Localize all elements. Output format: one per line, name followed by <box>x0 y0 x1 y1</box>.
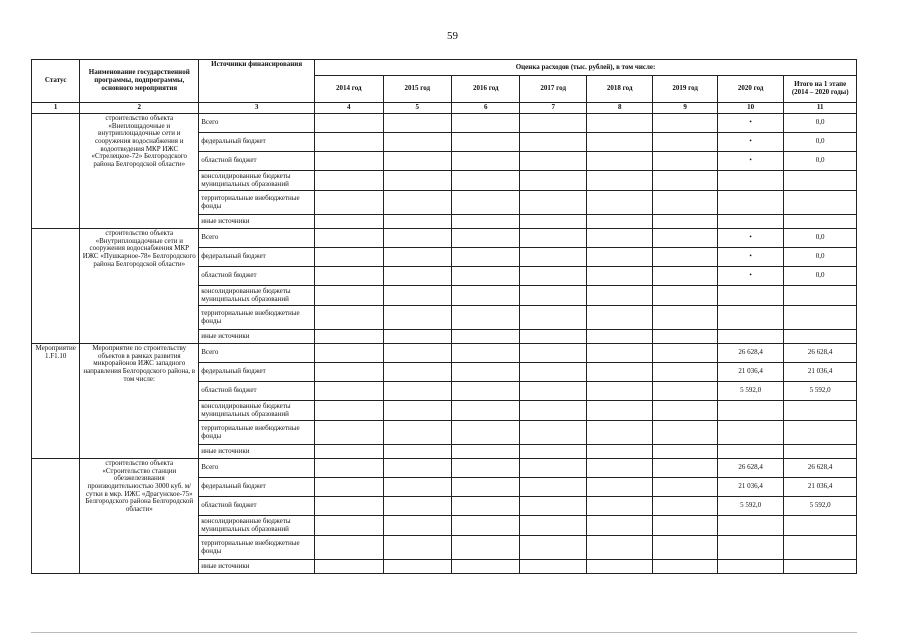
empty-year-cell <box>452 401 520 421</box>
column-number: 10 <box>717 103 783 114</box>
empty-year-cell <box>653 286 717 306</box>
header-year: 2015 год <box>383 76 451 103</box>
measure-name-cell: строительство объекта «Внеплощадочные и внутриплощадочные сети и сооружения водоснабжения и водоотведения МКР ИЖС «Стрелецкое-72» Белгородского района Белгородской области» <box>80 114 199 229</box>
value-2020-cell: 21 036,4 <box>717 478 783 497</box>
empty-year-cell <box>653 171 717 191</box>
empty-year-cell <box>315 459 383 478</box>
empty-year-cell <box>520 286 586 306</box>
funding-source-cell: консолидированные бюджеты муниципальных образований <box>199 171 315 191</box>
empty-year-cell <box>653 229 717 248</box>
empty-year-cell <box>315 401 383 421</box>
funding-source-cell: территориальные внебюджетные фонды <box>199 306 315 330</box>
empty-year-cell <box>520 133 586 152</box>
total-cell: 0,0 <box>784 248 857 267</box>
empty-year-cell <box>586 229 652 248</box>
empty-year-cell <box>520 516 586 536</box>
empty-year-cell <box>315 478 383 497</box>
empty-year-cell <box>315 152 383 171</box>
table-row <box>32 344 857 363</box>
total-cell <box>784 171 857 191</box>
column-number: 8 <box>586 103 652 114</box>
empty-year-cell <box>653 445 717 459</box>
empty-year-cell <box>586 215 652 229</box>
empty-year-cell <box>383 497 451 516</box>
empty-year-cell <box>383 306 451 330</box>
value-2020-cell: 5 592,0 <box>717 382 783 401</box>
value-2020-cell: • <box>717 248 783 267</box>
column-number: 2 <box>80 103 199 114</box>
total-cell <box>784 191 857 215</box>
empty-year-cell <box>315 306 383 330</box>
empty-year-cell <box>315 229 383 248</box>
total-cell: 21 036,4 <box>784 478 857 497</box>
total-cell <box>784 306 857 330</box>
header-name: Наименование государственной программы, подпрограммы, основного мероприятия <box>80 60 199 103</box>
empty-year-cell <box>520 382 586 401</box>
value-2020-cell: • <box>717 267 783 286</box>
column-number: 9 <box>653 103 717 114</box>
value-2020-cell: 5 592,0 <box>717 497 783 516</box>
empty-year-cell <box>315 215 383 229</box>
empty-year-cell <box>315 114 383 133</box>
header-year: 2018 год <box>586 76 652 103</box>
column-number: 6 <box>452 103 520 114</box>
empty-year-cell <box>383 445 451 459</box>
empty-year-cell <box>315 133 383 152</box>
empty-year-cell <box>520 421 586 445</box>
total-cell <box>784 560 857 574</box>
empty-year-cell <box>383 459 451 478</box>
empty-year-cell <box>586 382 652 401</box>
total-cell <box>784 286 857 306</box>
empty-year-cell <box>653 152 717 171</box>
empty-year-cell <box>653 478 717 497</box>
value-2020-cell: 21 036,4 <box>717 363 783 382</box>
empty-year-cell <box>586 114 652 133</box>
empty-year-cell <box>383 171 451 191</box>
empty-year-cell <box>586 152 652 171</box>
status-cell: Мероприятие 1.F1.10 <box>32 344 80 459</box>
empty-year-cell <box>452 215 520 229</box>
total-cell: 0,0 <box>784 114 857 133</box>
status-cell <box>32 459 80 574</box>
funding-source-cell: иные источники <box>199 215 315 229</box>
value-2020-cell <box>717 191 783 215</box>
header-source: Источники финансирования <box>199 60 315 103</box>
funding-source-cell: иные источники <box>199 330 315 344</box>
empty-year-cell <box>452 421 520 445</box>
value-2020-cell: • <box>717 133 783 152</box>
empty-year-cell <box>520 344 586 363</box>
empty-year-cell <box>315 516 383 536</box>
funding-source-cell: областной бюджет <box>199 497 315 516</box>
total-cell <box>784 421 857 445</box>
empty-year-cell <box>315 267 383 286</box>
empty-year-cell <box>315 330 383 344</box>
funding-source-cell: консолидированные бюджеты муниципальных образований <box>199 286 315 306</box>
empty-year-cell <box>383 191 451 215</box>
empty-year-cell <box>452 171 520 191</box>
total-cell <box>784 536 857 560</box>
empty-year-cell <box>586 267 652 286</box>
value-2020-cell <box>717 445 783 459</box>
empty-year-cell <box>653 191 717 215</box>
empty-year-cell <box>383 248 451 267</box>
column-number: 4 <box>315 103 383 114</box>
empty-year-cell <box>452 306 520 330</box>
empty-year-cell <box>586 516 652 536</box>
total-cell <box>784 401 857 421</box>
total-cell <box>784 445 857 459</box>
empty-year-cell <box>383 152 451 171</box>
empty-year-cell <box>520 306 586 330</box>
value-2020-cell <box>717 171 783 191</box>
funding-source-cell: иные источники <box>199 560 315 574</box>
funding-source-cell: Всего <box>199 114 315 133</box>
value-2020-cell: 26 628,4 <box>717 459 783 478</box>
value-2020-cell <box>717 560 783 574</box>
funding-source-cell: Всего <box>199 344 315 363</box>
total-cell: 21 036,4 <box>784 363 857 382</box>
empty-year-cell <box>653 536 717 560</box>
empty-year-cell <box>383 286 451 306</box>
empty-year-cell <box>586 344 652 363</box>
empty-year-cell <box>315 536 383 560</box>
empty-year-cell <box>383 421 451 445</box>
funding-source-cell: территориальные внебюджетные фонды <box>199 536 315 560</box>
empty-year-cell <box>520 191 586 215</box>
empty-year-cell <box>383 114 451 133</box>
empty-year-cell <box>452 114 520 133</box>
value-2020-cell <box>717 306 783 330</box>
value-2020-cell: • <box>717 229 783 248</box>
empty-year-cell <box>653 459 717 478</box>
funding-source-cell: федеральный бюджет <box>199 133 315 152</box>
value-2020-cell <box>717 536 783 560</box>
value-2020-cell: • <box>717 152 783 171</box>
empty-year-cell <box>315 171 383 191</box>
empty-year-cell <box>383 133 451 152</box>
empty-year-cell <box>520 478 586 497</box>
empty-year-cell <box>520 560 586 574</box>
empty-year-cell <box>383 401 451 421</box>
empty-year-cell <box>586 536 652 560</box>
empty-year-cell <box>586 421 652 445</box>
funding-source-cell: областной бюджет <box>199 382 315 401</box>
funding-source-cell: консолидированные бюджеты муниципальных образований <box>199 516 315 536</box>
empty-year-cell <box>383 215 451 229</box>
empty-year-cell <box>586 478 652 497</box>
header-year: 2014 год <box>315 76 383 103</box>
empty-year-cell <box>653 306 717 330</box>
empty-year-cell <box>653 382 717 401</box>
empty-year-cell <box>452 248 520 267</box>
page-bottom-line <box>31 632 857 633</box>
empty-year-cell <box>586 191 652 215</box>
total-cell: 5 592,0 <box>784 382 857 401</box>
empty-year-cell <box>586 330 652 344</box>
total-cell: 0,0 <box>784 152 857 171</box>
funding-source-cell: консолидированные бюджеты муниципальных образований <box>199 401 315 421</box>
funding-source-cell: Всего <box>199 229 315 248</box>
value-2020-cell: • <box>717 114 783 133</box>
empty-year-cell <box>383 267 451 286</box>
funding-source-cell: федеральный бюджет <box>199 478 315 497</box>
empty-year-cell <box>315 382 383 401</box>
column-number: 11 <box>784 103 857 114</box>
empty-year-cell <box>383 516 451 536</box>
funding-source-cell: территориальные внебюджетные фонды <box>199 191 315 215</box>
empty-year-cell <box>653 497 717 516</box>
empty-year-cell <box>452 330 520 344</box>
column-number: 3 <box>199 103 315 114</box>
empty-year-cell <box>315 421 383 445</box>
empty-year-cell <box>383 478 451 497</box>
empty-year-cell <box>586 445 652 459</box>
empty-year-cell <box>452 191 520 215</box>
empty-year-cell <box>520 215 586 229</box>
total-cell: 0,0 <box>784 133 857 152</box>
funding-source-cell: федеральный бюджет <box>199 248 315 267</box>
empty-year-cell <box>653 421 717 445</box>
column-numbers-row <box>32 103 857 114</box>
table-row <box>32 114 857 133</box>
funding-source-cell: областной бюджет <box>199 152 315 171</box>
measure-name-cell: строительство объекта «Строительство станции обезжелезивания производительностью 3000 куб. м/сутки в мкр. ИЖС «Драгунское-75» Белгородского района Белгородской области» <box>80 459 199 574</box>
empty-year-cell <box>452 536 520 560</box>
value-2020-cell <box>717 330 783 344</box>
empty-year-cell <box>653 215 717 229</box>
empty-year-cell <box>653 516 717 536</box>
empty-year-cell <box>452 516 520 536</box>
total-cell <box>784 516 857 536</box>
empty-year-cell <box>383 382 451 401</box>
empty-year-cell <box>520 459 586 478</box>
empty-year-cell <box>452 229 520 248</box>
empty-year-cell <box>452 267 520 286</box>
empty-year-cell <box>653 330 717 344</box>
empty-year-cell <box>315 445 383 459</box>
empty-year-cell <box>520 152 586 171</box>
empty-year-cell <box>653 114 717 133</box>
value-2020-cell <box>717 421 783 445</box>
header-year: 2016 год <box>452 76 520 103</box>
empty-year-cell <box>452 133 520 152</box>
header-total: Итого на 1 этапе (2014 – 2020 годы) <box>784 76 857 103</box>
empty-year-cell <box>452 560 520 574</box>
table-row <box>32 459 857 478</box>
total-cell <box>784 330 857 344</box>
value-2020-cell <box>717 401 783 421</box>
funding-source-cell: областной бюджет <box>199 267 315 286</box>
empty-year-cell <box>452 382 520 401</box>
empty-year-cell <box>520 248 586 267</box>
empty-year-cell <box>452 478 520 497</box>
empty-year-cell <box>315 560 383 574</box>
empty-year-cell <box>586 560 652 574</box>
measure-name-cell: Мероприятие по строительству объектов в рамках развития микрорайонов ИЖС западного направления Белгородского района, в том числе: <box>80 344 199 459</box>
column-number: 1 <box>32 103 80 114</box>
empty-year-cell <box>315 191 383 215</box>
empty-year-cell <box>520 536 586 560</box>
empty-year-cell <box>452 363 520 382</box>
value-2020-cell: 26 628,4 <box>717 344 783 363</box>
header-year: 2020 год <box>717 76 783 103</box>
value-2020-cell <box>717 286 783 306</box>
empty-year-cell <box>586 286 652 306</box>
total-cell: 5 592,0 <box>784 497 857 516</box>
header-status: Статус <box>32 60 80 103</box>
status-cell <box>32 114 80 229</box>
empty-year-cell <box>586 248 652 267</box>
empty-year-cell <box>653 560 717 574</box>
empty-year-cell <box>520 330 586 344</box>
total-cell: 26 628,4 <box>784 459 857 478</box>
empty-year-cell <box>520 267 586 286</box>
empty-year-cell <box>520 445 586 459</box>
value-2020-cell <box>717 215 783 229</box>
empty-year-cell <box>586 306 652 330</box>
empty-year-cell <box>653 133 717 152</box>
empty-year-cell <box>520 363 586 382</box>
empty-year-cell <box>586 133 652 152</box>
empty-year-cell <box>452 459 520 478</box>
empty-year-cell <box>452 344 520 363</box>
funding-source-cell: территориальные внебюджетные фонды <box>199 421 315 445</box>
empty-year-cell <box>383 560 451 574</box>
empty-year-cell <box>315 248 383 267</box>
empty-year-cell <box>452 497 520 516</box>
header-year: 2019 год <box>653 76 717 103</box>
empty-year-cell <box>452 152 520 171</box>
empty-year-cell <box>586 497 652 516</box>
value-2020-cell <box>717 516 783 536</box>
empty-year-cell <box>520 171 586 191</box>
empty-year-cell <box>315 363 383 382</box>
page-number: 59 <box>447 30 458 42</box>
funding-source-cell: иные источники <box>199 445 315 459</box>
status-cell <box>32 229 80 344</box>
total-cell: 26 628,4 <box>784 344 857 363</box>
empty-year-cell <box>383 344 451 363</box>
empty-year-cell <box>383 330 451 344</box>
empty-year-cell <box>586 459 652 478</box>
measure-name-cell: строительство объекта «Внутриплощадочные сети и сооружения водоснабжения МКР ИЖС «Пушкарное-78» Белгородского района Белгородской области» <box>80 229 199 344</box>
header-year: 2017 год <box>520 76 586 103</box>
empty-year-cell <box>520 114 586 133</box>
empty-year-cell <box>315 497 383 516</box>
total-cell <box>784 215 857 229</box>
column-number: 7 <box>520 103 586 114</box>
empty-year-cell <box>653 248 717 267</box>
budget-table <box>31 59 857 574</box>
empty-year-cell <box>520 401 586 421</box>
column-number: 5 <box>383 103 451 114</box>
budget-body <box>32 114 857 574</box>
empty-year-cell <box>315 344 383 363</box>
empty-year-cell <box>586 363 652 382</box>
empty-year-cell <box>520 497 586 516</box>
empty-year-cell <box>586 401 652 421</box>
empty-year-cell <box>653 401 717 421</box>
header-estimate: Оценка расходов (тыс. рублей), в том числе: <box>315 60 857 76</box>
total-cell: 0,0 <box>784 229 857 248</box>
empty-year-cell <box>383 229 451 248</box>
funding-source-cell: федеральный бюджет <box>199 363 315 382</box>
empty-year-cell <box>452 445 520 459</box>
empty-year-cell <box>383 536 451 560</box>
empty-year-cell <box>653 363 717 382</box>
empty-year-cell <box>586 171 652 191</box>
table-row <box>32 229 857 248</box>
empty-year-cell <box>383 363 451 382</box>
empty-year-cell <box>520 229 586 248</box>
empty-year-cell <box>653 267 717 286</box>
total-cell: 0,0 <box>784 267 857 286</box>
empty-year-cell <box>452 286 520 306</box>
funding-source-cell: Всего <box>199 459 315 478</box>
empty-year-cell <box>315 286 383 306</box>
empty-year-cell <box>653 344 717 363</box>
